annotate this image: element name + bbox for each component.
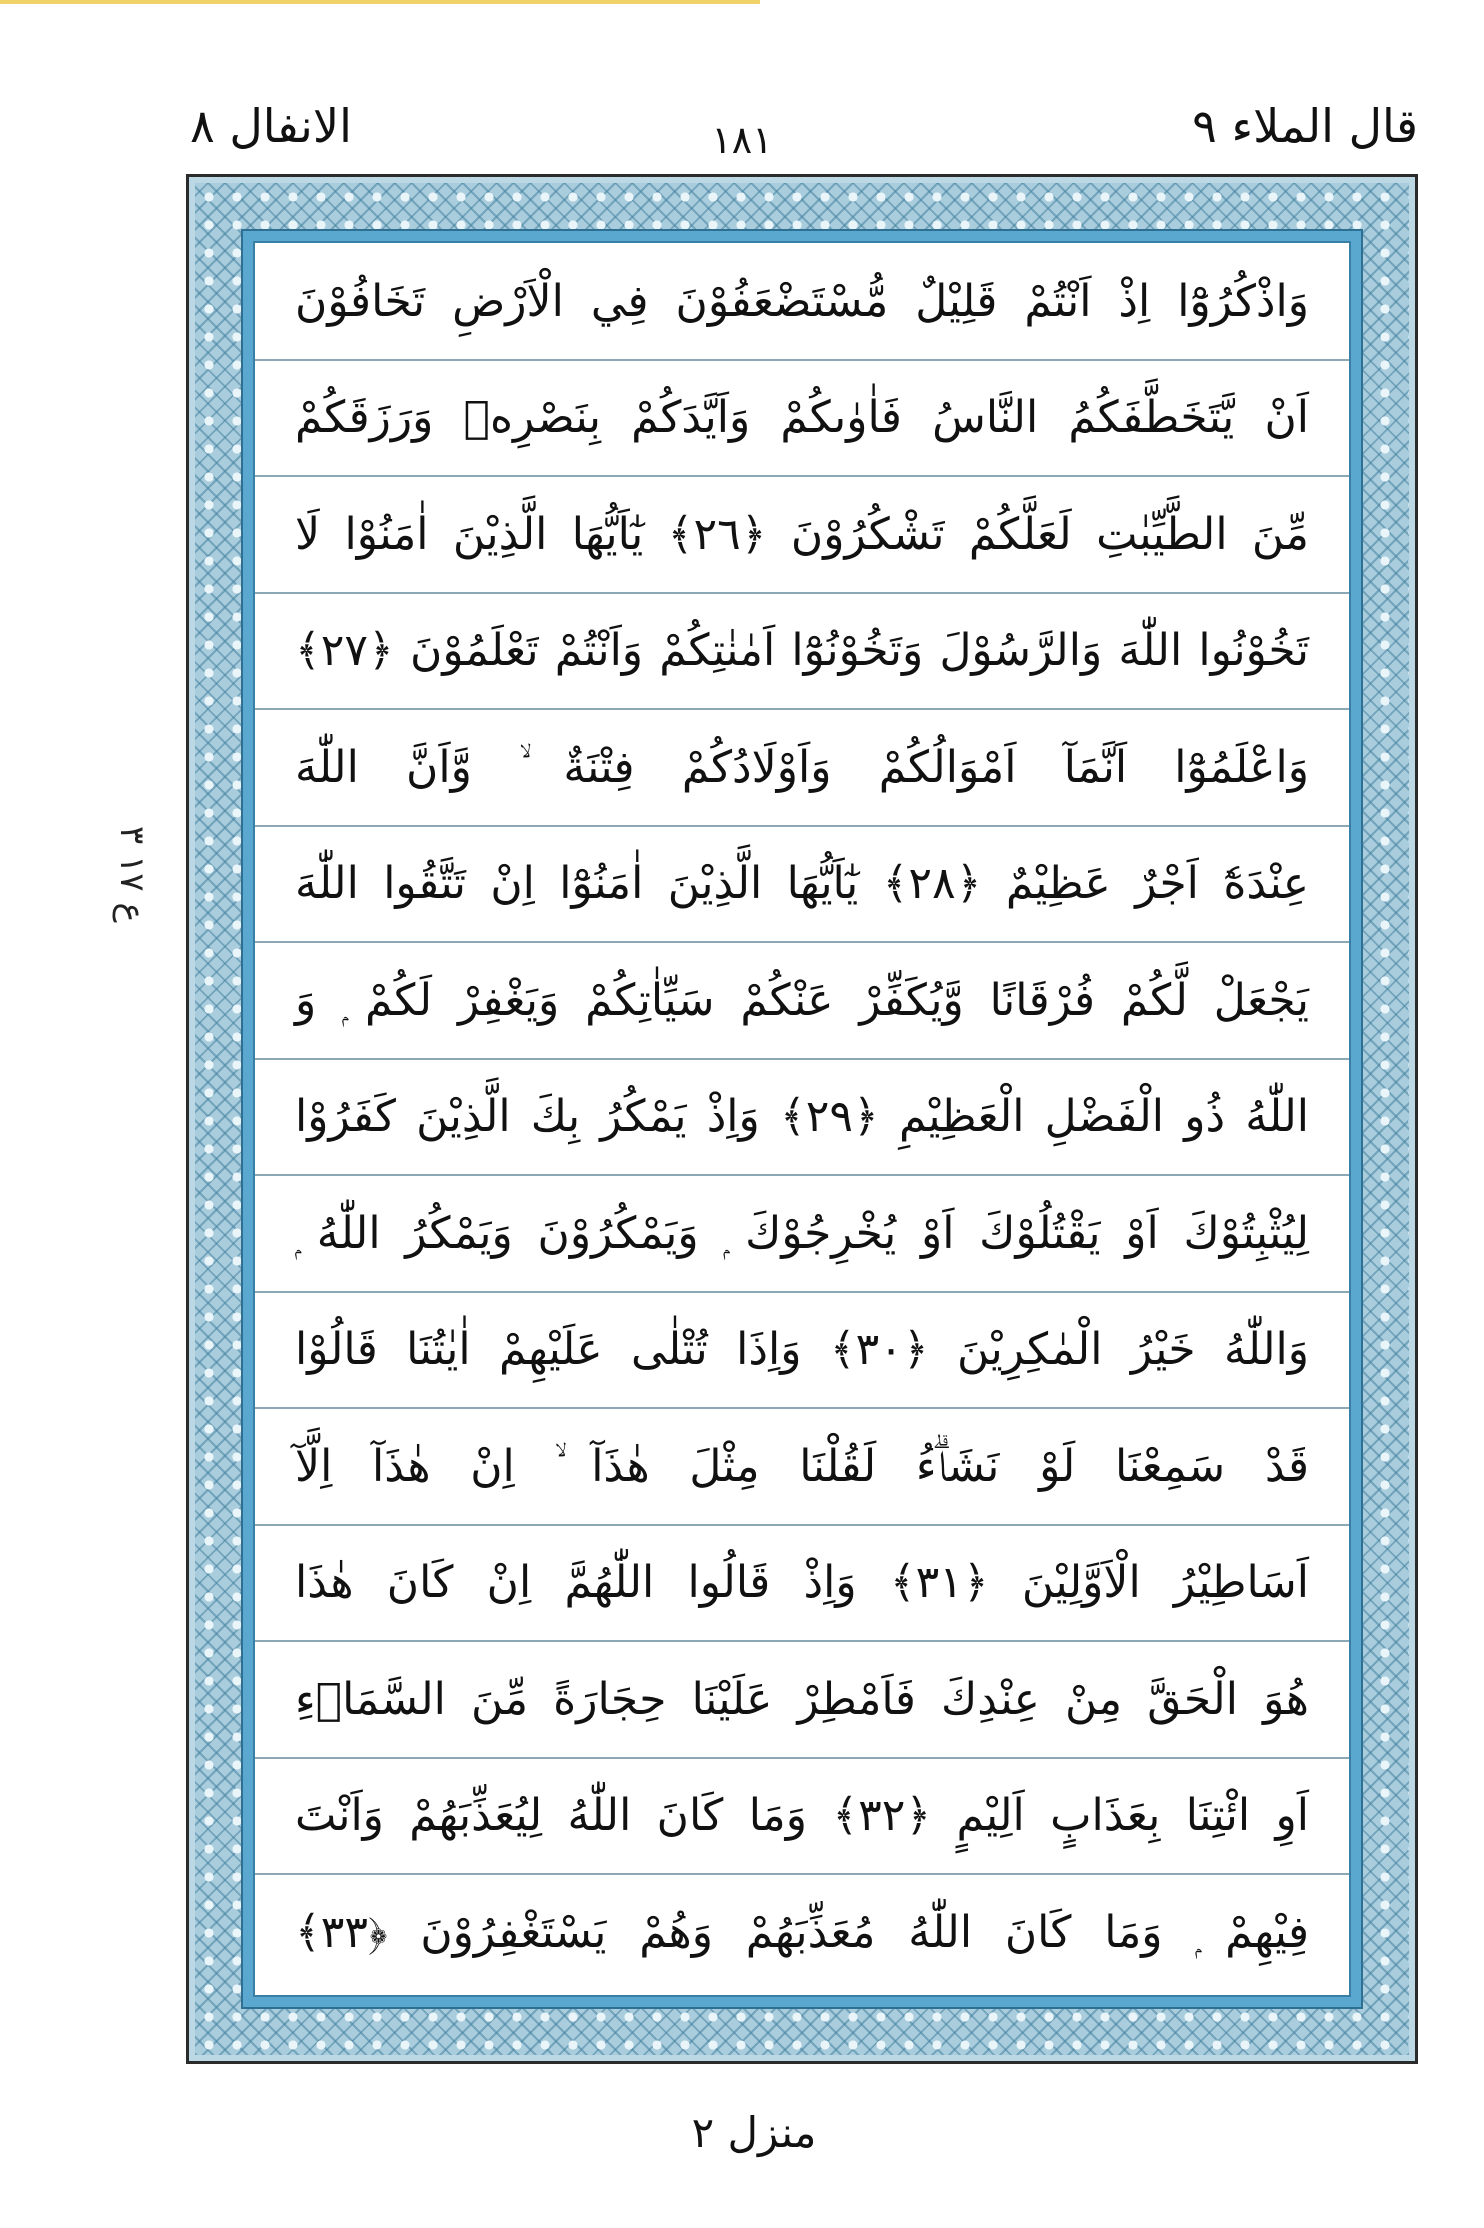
verse-line: [255, 1175, 1349, 1292]
verse-line: [255, 1525, 1349, 1642]
verse-line: [255, 476, 1349, 593]
verse-line-text: اَسَاطِيْرُ الْاَوَّلِيْنَ ﴿٣١﴾ وَاِذْ قَالُوا اللّٰهُمَّ اِنْ كَانَ هٰذَا: [295, 1557, 1309, 1609]
verse-line-text: فِيْهِمْ ۭ وَمَا كَانَ اللّٰهُ مُعَذِّبَهُمْ وَهُمْ يَسْتَغْفِرُوْنَ ﴿٣٣﴾: [295, 1906, 1309, 1958]
margin-ruku-mark: ع ١٧ ٣: [112, 826, 152, 923]
verse-line: [255, 1408, 1349, 1525]
verse-line-text: هُوَ الْحَقَّ مِنْ عِنْدِكَ فَاَمْطِرْ عَلَيْنَا حِجَارَةً مِّنَ السَّمَاۗءِ: [295, 1673, 1309, 1725]
header-right-title: قال الملاء ٩: [1192, 99, 1418, 153]
verse-line: [255, 942, 1349, 1059]
verse-line-text: مِّنَ الطَّيِّبٰتِ لَعَلَّكُمْ تَشْكُرُوْنَ ﴿٢٦﴾ يٰٓاَيُّهَا الَّذِيْنَ اٰمَنُوْا لَا: [295, 508, 1309, 560]
verse-line: [255, 826, 1349, 943]
verse-line: [255, 593, 1349, 710]
text-panel: [253, 241, 1351, 1997]
verse-line: [255, 1059, 1349, 1176]
verse-line-text: قَدْ سَمِعْنَا لَوْ نَشَاۗءُ لَقُلْنَا مِثْلَ هٰذَآ ۙ اِنْ هٰذَآ اِلَّآ: [295, 1440, 1309, 1492]
verse-line-text: وَاعْلَمُوْٓا اَنَّمَآ اَمْوَالُكُمْ وَاَوْلَادُكُمْ فِتْنَةٌ ۙ وَّاَنَّ اللّٰهَ: [295, 741, 1309, 793]
verse-line: [255, 1292, 1349, 1409]
verse-line-text: وَاللّٰهُ خَيْرُ الْمٰكِرِيْنَ ﴿٣٠﴾ وَاِذَا تُتْلٰى عَلَيْهِمْ اٰيٰتُنَا قَالُوْا: [295, 1324, 1309, 1376]
verse-line-text: وَاذْكُرُوْٓا اِذْ اَنْتُمْ قَلِيْلٌ مُّسْتَضْعَفُوْنَ فِي الْاَرْضِ تَخَافُوْنَ: [295, 275, 1309, 327]
verse-line-text: يَجْعَلْ لَّكُمْ فُرْقَانًا وَّيُكَفِّرْ عَنْكُمْ سَيِّاٰتِكُمْ وَيَغْفِرْ لَكُمْ ۭ وَ: [295, 974, 1309, 1026]
verse-line-text: عِنْدَهٗٓ اَجْرٌ عَظِيْمٌ ﴿٢٨﴾ يٰٓاَيُّهَا الَّذِيْنَ اٰمَنُوْٓا اِنْ تَتَّقُوا اللّٰهَ: [295, 858, 1310, 910]
verse-line-text: اَنْ يَّتَخَطَّفَكُمُ النَّاسُ فَاٰوٰىكُمْ وَاَيَّدَكُمْ بِنَصْرِهٖ وَرَزَقَكُمْ: [295, 392, 1309, 444]
manzil-footer: منزل ٢: [691, 2108, 817, 2157]
verse-line: [255, 1758, 1349, 1875]
verse-line-text: اللّٰهُ ذُو الْفَضْلِ الْعَظِيْمِ ﴿٢٩﴾ وَاِذْ يَمْكُرُ بِكَ الَّذِيْنَ كَفَرُوْا: [295, 1091, 1310, 1143]
verse-line-text: اَوِ ائْتِنَا بِعَذَابٍ اَلِيْمٍ ﴿٣٢﴾ وَمَا كَانَ اللّٰهُ لِيُعَذِّبَهُمْ وَاَنْتَ: [295, 1790, 1309, 1842]
page-number: ١٨١: [711, 118, 773, 162]
verse-line: [255, 1874, 1349, 1991]
verse-lines: [255, 243, 1349, 1995]
header-left-title: الانفال ٨: [190, 99, 352, 153]
top-edge-stripe: [0, 0, 760, 4]
verse-line-text: لِيُثْبِتُوْكَ اَوْ يَقْتُلُوْكَ اَوْ يُخْرِجُوْكَ ۭ وَيَمْكُرُوْنَ وَيَمْكُرُ اللّٰهُ ۭ: [295, 1207, 1309, 1259]
verse-line: [255, 360, 1349, 477]
verse-line: [255, 709, 1349, 826]
decorative-frame: [186, 174, 1418, 2064]
verse-line: [255, 243, 1349, 360]
verse-line-text: تَخُوْنُوا اللّٰهَ وَالرَّسُوْلَ وَتَخُوْنُوْٓا اَمٰنٰتِكُمْ وَاَنْتُمْ تَعْلَمُوْنَ ﴿٢٧﴾: [295, 625, 1309, 677]
verse-line: [255, 1641, 1349, 1758]
